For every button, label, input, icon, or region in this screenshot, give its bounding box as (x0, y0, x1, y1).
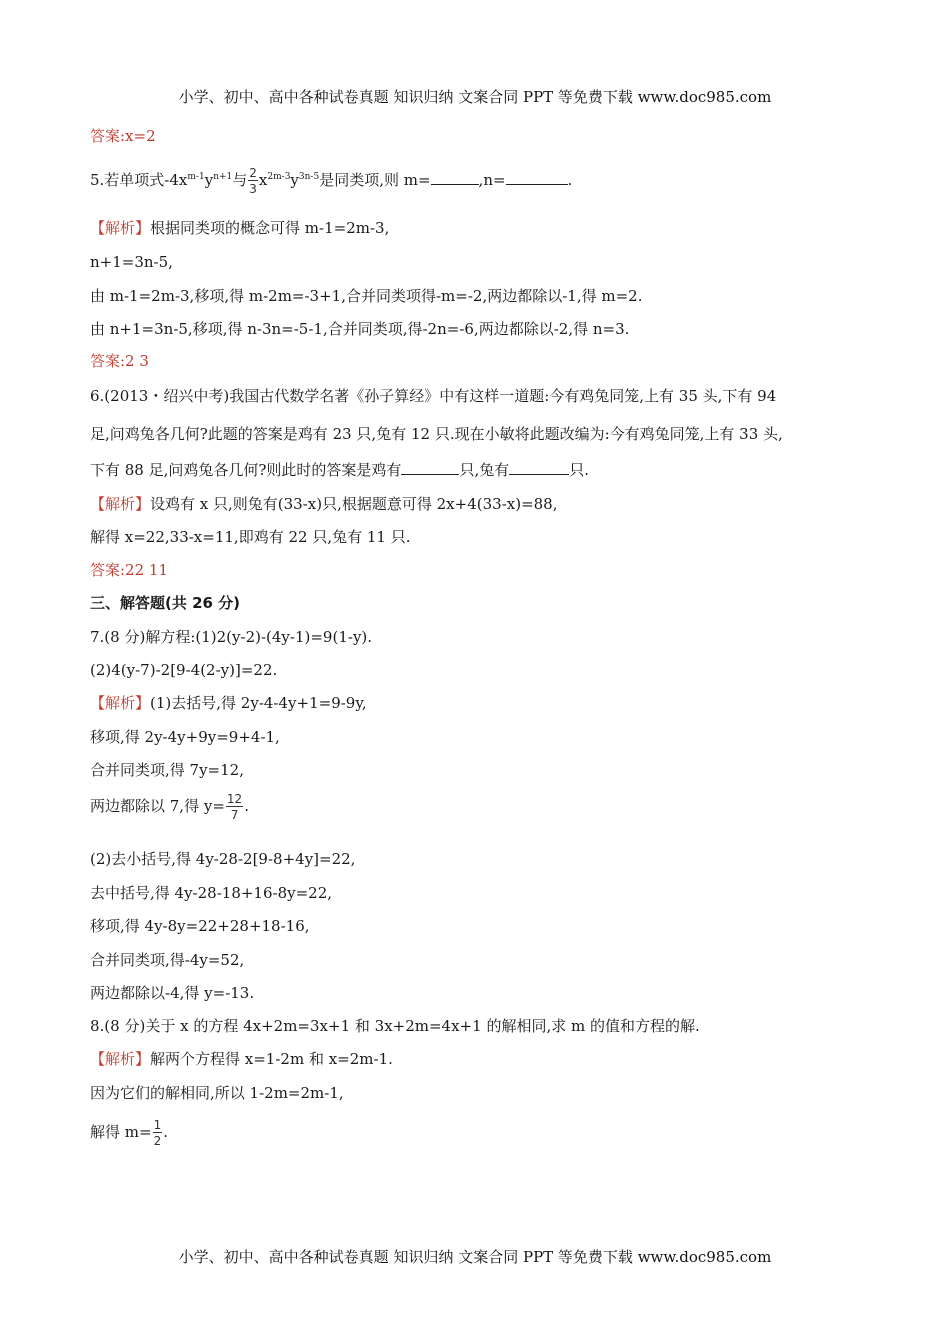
fraction-two-thirds: $\frac{2}{3}$ (249, 166, 257, 196)
page-header: 小学、初中、高中各种试卷真题 知识归纳 文案合同 PPT 等免费下载 www.doc985.com (178, 88, 772, 106)
q5-analysis-line3: 由 m-1=2m-3,移项,得 m-2m=-3+1,合并同类项得-m=-2,两边都除以-1,得 m=2. (90, 287, 643, 305)
blank-m (431, 170, 479, 185)
blank-rabbits (509, 460, 569, 475)
q7-analysis-line3: 合并同类项,得 7y=12, (90, 761, 244, 779)
q5-analysis-line4: 由 n+1=3n-5,移项,得 n-3n=-5-1,合并同类项,得-2n=-6,两边都除以-2,得 n=3. (90, 320, 630, 338)
fraction-one-half: $\frac{1}{2}$ (153, 1118, 162, 1148)
q8-analysis-line1: 【解析】解两个方程得 x=1-2m 和 x=2m-1. (90, 1050, 393, 1068)
q7-analysis-line4: 两边都除以 7,得 y= $\frac{12}{7}$ . (90, 792, 249, 822)
fraction-twelve-sevenths: $\frac{12}{7}$ (226, 792, 243, 822)
q5-analysis-line1: 【解析】根据同类项的概念可得 m-1=2m-3, (90, 219, 390, 237)
q7-question-line1: 7.(8 分)解方程:(1)2(y-2)-(4y-1)=9(1-y). (90, 628, 373, 646)
q6-question-line2: 足,问鸡兔各几何?此题的答案是鸡有 23 只,兔有 12 只.现在小敏将此题改编为:今有鸡兔同笼,上有 33 头, (90, 425, 783, 443)
q8-analysis-line3: 解得 m= $\frac{1}{2}$ . (90, 1118, 168, 1148)
q8-question: 8.(8 分)关于 x 的方程 4x+2m=3x+1 和 3x+2m=4x+1 的解相同,求 m 的值和方程的解. (90, 1017, 700, 1035)
analysis-tag: 【解析】 (90, 495, 151, 513)
q7-part2-line4: 合并同类项,得-4y=52, (90, 951, 245, 969)
q5-analysis-line2: n+1=3n-5, (90, 253, 173, 271)
blank-n (506, 170, 568, 185)
q7-part2-line3: 移项,得 4y-8y=22+28+18-16, (90, 917, 310, 935)
blank-chickens (401, 460, 459, 475)
q5-answer: 答案:2 3 (90, 352, 149, 370)
analysis-tag: 【解析】 (90, 694, 151, 712)
q4-answer: 答案:x=2 (90, 127, 156, 145)
q6-question-line3: 下有 88 足,问鸡兔各几何?则此时的答案是鸡有 只,兔有 只. (90, 461, 589, 479)
q6-answer: 答案:22 11 (90, 561, 168, 579)
analysis-tag: 【解析】 (90, 219, 151, 237)
q8-analysis-line2: 因为它们的解相同,所以 1-2m=2m-1, (90, 1084, 344, 1102)
q6-question-line1: 6.(2013・绍兴中考)我国古代数学名著《孙子算经》中有这样一道题:今有鸡兔同笼,上有 35 头,下有 94 (90, 387, 777, 405)
page-footer: 小学、初中、高中各种试卷真题 知识归纳 文案合同 PPT 等免费下载 www.doc985.com (178, 1248, 772, 1266)
analysis-tag: 【解析】 (90, 1050, 151, 1068)
q6-analysis-line2: 解得 x=22,33-x=11,即鸡有 22 只,兔有 11 只. (90, 528, 411, 546)
q7-question-line2: (2)4(y-7)-2[9-4(2-y)]=22. (90, 661, 278, 679)
q6-analysis-line1: 【解析】设鸡有 x 只,则兔有(33-x)只,根据题意可得 2x+4(33-x)=88, (90, 495, 558, 513)
q7-part2-line2: 去中括号,得 4y-28-18+16-8y=22, (90, 884, 333, 902)
section-title: 三、解答题(共 26 分) (90, 594, 241, 612)
q7-part2-line5: 两边都除以-4,得 y=-13. (90, 984, 255, 1002)
q5-question: 5.若单项式$-4x^{m-1}y^{n+1}$与 $\frac{2}{3}$ $x^{2m-3}y^{3n-5}$是同类项,则 m= ,n= . (90, 166, 573, 196)
q7-part2-line1: (2)去小括号,得 4y-28-2[9-8+4y]=22, (90, 850, 356, 868)
q7-analysis-line1: 【解析】(1)去括号,得 2y-4-4y+1=9-9y, (90, 694, 367, 712)
q7-analysis-line2: 移项,得 2y-4y+9y=9+4-1, (90, 728, 280, 746)
